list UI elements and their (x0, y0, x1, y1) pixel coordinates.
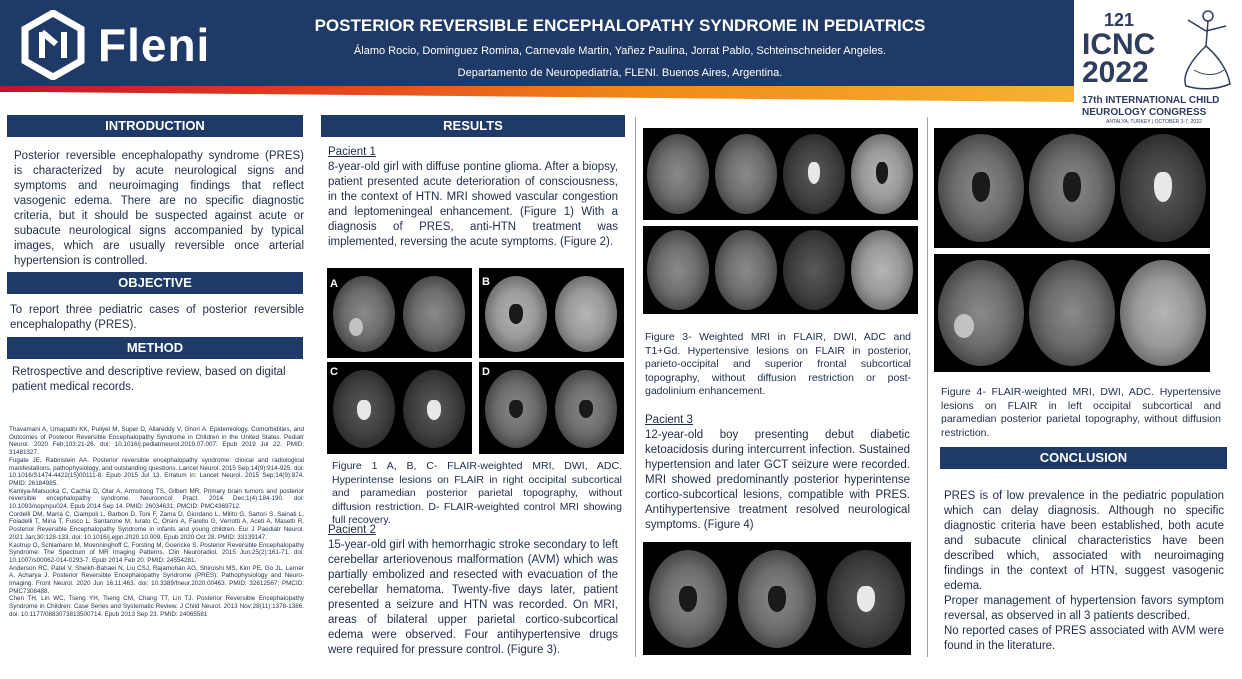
panel-label-c: C (330, 366, 338, 378)
figure1-caption: Figure 1 A, B, C- FLAIR-weighted MRI, DWI, ADC. Hyperintense lesions on FLAIR in right occipital subcortical and paramedian posterior parietal topography, without diffusion restriction. D- FLAIR-weighted control MRI showing full recovery. (332, 460, 622, 526)
congress-line2: NEUROLOGY CONGRESS (1082, 107, 1207, 118)
figure1-panel-b (479, 268, 624, 358)
panel-label-b: B (482, 276, 490, 288)
figure1-panel-c (327, 362, 472, 454)
figure4-row1 (934, 128, 1210, 248)
method-text: Retrospective and descriptive review, based on digital patient medical records. (12, 366, 286, 393)
patient1-title: Pacient 1 (328, 146, 376, 158)
panel-label-a: A (330, 278, 338, 290)
patient2-title: Pacient 2 (328, 524, 376, 536)
figure4-images (643, 542, 911, 655)
reference-item: Cordelli DM, Marra C, Ciampoli L, Barbon D, Toni F, Zama D, Giordano L, Milito G, Sartori S, Sainati L, Foiadelli T, Mina T, Fusco L, Santarone M, Iurato C, Orsini A, Farello G, Verrotti A, Aceti A, Masetti R. Posterior Reversible Encephalopathy Syndrome in infants and young children. Eur J Paediatr Neurol. 2021 Jan;30:128-133. doi: 10.1016/j.ejpn.2020.10.009. Epub 2020 Oct 28. PMID: 33139147. (9, 510, 304, 541)
references-list (9, 426, 304, 619)
fleni-logo (18, 10, 218, 80)
column-divider (927, 117, 928, 657)
congress-logo (1076, 0, 1242, 130)
method-heading: METHOD (7, 337, 303, 359)
objective-text: To report three pediatric cases of posterior reversible encephalopathy (PRES). (10, 304, 304, 331)
fleni-hexagon-icon (18, 10, 88, 80)
congress-name: ICNC (1082, 28, 1156, 61)
patient2-text: 15-year-old girl with hemorrhagic stroke secondary to left cerebellar arteriovenous malformation (AVM) which was partially embolized and resected with evacuation of the cerebellar hematoma. Twenty-five days later, patient presented a seizure and HTN was recorded. On MRI, areas of bilateral upper parietal cortico-subcortical edema were observed. Four antihypertensive drugs were required for pressure control. (Figure 3). (328, 539, 618, 656)
poster-header (0, 0, 1074, 92)
reference-item: Anderson RC, Patel V, Sheikh-Bahaei N, Liu CSJ, Rajamohan AG, Shiroishi MS, Kim PE, Go JL, Lerner A, Acharya J. Posterior Reversible Encephalopathy Syndrome (PRES): Pathophysiology and Neuro-Imaging. Front Neurol. 2020 Jun 16;11:463. doi: 10.3389/fneur.2020.00463. PMID: 32612567; PMCID: PMC7308488. (9, 564, 304, 595)
reference-item: Fugate JE, Rabinstein AA. Posterior reversible encephalopathy syndrome: clinical and radiological manifestations, pathophysiology, and outstanding questions. Lancet Neurol. 2015 Sep;14(9):914-925. doi: 10.1016/S1474-4422(15)00111-8. Epub 2015 Jul 13. Erratum in: Lancet Neurol. 2015 Sep;14(9):874. PMID: 26184985. (9, 456, 304, 487)
patient3-block (645, 413, 910, 533)
poster-title: POSTERIOR REVERSIBLE ENCEPHALOPATHY SYNDROME IN PEDIATRICS (314, 16, 926, 35)
patient1-block (328, 145, 618, 250)
panel-label-d: D (482, 366, 490, 378)
figure4-row2 (934, 254, 1210, 372)
patient1-text: 8-year-old girl with diffuse pontine glioma. After a biopsy, patient presented acute deterioration of consciousness, in the context of HTN. MRI showed vascular congestion and leptomeningeal enhancement. (Figure 1) With a diagnosis of PRES, anti-HTN treatment was implemented, reversing the acute symptoms. (Figure 2). (328, 161, 618, 248)
column-divider (635, 117, 636, 657)
congress-line1: 17th INTERNATIONAL CHILD (1082, 95, 1220, 106)
conclusion-heading: CONCLUSION (940, 447, 1227, 469)
figure4-caption: Figure 4- FLAIR-weighted MRI, DWI, ADC. Hypertensive lesions on FLAIR in left occipital subcortical and paramedian posterior parietal topography, without diffusion restriction. (941, 386, 1221, 439)
poster-authors: Álamo Rocio, Dominguez Romina, Carnevale Martin, Yañez Paulina, Jorrat Pablo, Schteinschneider Angeles. (353, 45, 887, 57)
patient3-title: Pacient 3 (645, 414, 693, 426)
congress-venue: ANTALYA, TURKEY | OCTOBER 3-7, 2022 (1106, 119, 1202, 125)
introduction-heading: INTRODUCTION (7, 115, 303, 137)
figure3-caption: Figure 3- Weighted MRI in FLAIR, DWI, ADC and T1+Gd. Hypertensive lesions on FLAIR in posterior, parieto-occipital and superior frontal subcortical topography, without diffusion restriction or post-gadolinium enhancement. (645, 331, 911, 397)
conclusion-p1: PRES is of low prevalence in the pediatric population which can delay diagnosis. Although no specific diagnostic criteria have been established, both acute and subacute clinical characteristics have been described which, associated with neuroimaging findings in the context of HTN, suggest vasogenic edema. (944, 490, 1224, 592)
reference-item: Kastrup O, Schlamann M, Moenninghoff C, Forsting M, Goericke S. Posterior Reversible Encephalopathy Syndrome: The Spectrum of MR Imaging Patterns. Clin Neuroradiol. 2015 Jun;25(2):161-71. doi: 10.1007/s00062-014-0293-7. Epub 2014 Feb 20. PMID: 24554281. (9, 541, 304, 564)
reference-item: Chen TH, Lin WC, Tseng YH, Tseng CM, Chang TT, Lin TJ. Posterior Reversible Encephalopathy Syndrome in Children: Case Series and Systematic Review. J Child Neurol. 2013 Nov;28(11):1378-1386. doi: 10.1177/0883073813500714. Epub 2013 Sep 23. PMID: 24065581 (9, 595, 304, 618)
objective-heading: OBJECTIVE (7, 272, 303, 294)
conclusion-p3: No reported cases of PRES associated with AVM were found in the literature. (944, 625, 1224, 652)
figure1-panel-a (327, 268, 472, 358)
figure1-panel-d (479, 362, 624, 454)
congress-number: 121 (1104, 10, 1135, 30)
whirling-dervish-icon (1176, 6, 1236, 92)
figure3-row1 (643, 128, 918, 220)
patient2-block (328, 523, 618, 658)
congress-year: 2022 (1082, 56, 1149, 89)
patient3-text: 12-year-old boy presenting debut diabetic ketoacidosis during intercurrent infection. Sustained hypertension and later GCT seizure were recorded. MRI showed predominantly posterior hyperintense cortico-subcortical lesions, compatible with PRES. Antihypertensive treatment resolved neurological symptoms. (Figure 4) (645, 429, 910, 531)
poster-affiliation: Departamento de Neuropediatría, FLENI. Buenos Aires, Argentina. (457, 67, 783, 79)
header-color-stripe (0, 86, 1074, 102)
conclusion-p2: Proper management of hypertension favors symptom reversal, as observed in all 3 patients described. (944, 595, 1224, 622)
reference-item: Kamiya-Matsuoka C, Cachia D, Olar A, Armstrong TS, Gilbert MR. Primary brain tumors and posterior reversible encephalopathy syndrome. Neurooncol Pract. 2014 Dec;1(4):184-190. doi: 10.1093/nop/npu024. Epub 2014 Sep 14. PMID: 26034631; PMCID: PMC4369712. (9, 487, 304, 511)
results-heading: RESULTS (321, 115, 625, 137)
fleni-logo-text: Fleni (98, 19, 211, 71)
reference-item: Thavamani A, Umapathi KK, Puliyel M, Super D, Allareddy V, Ghori A. Epidemiology, Comorbidities, and Outcomes of Posterior Reversible Encephalopathy Syndrome in Children in the United States. Pediatr Neurol. 2020 Feb;103:21-26. doi: 10.1016/j.pediatrneurol.2019.07.007. Epub 2019 Jul 22. PMID: 31481327. (9, 426, 304, 457)
figure3-row2 (643, 226, 918, 314)
introduction-text: Posterior reversible encephalopathy syndrome (PRES) is characterized by acute neurological signs and symptoms and neuroimaging findings that reflect vasogenic edema. There are no specific diagnostic criteria, but it should be suspected against acute or subacute neurological signs accompanied by typical images, which are usually reversible once arterial hypertension is controlled. (14, 150, 304, 267)
